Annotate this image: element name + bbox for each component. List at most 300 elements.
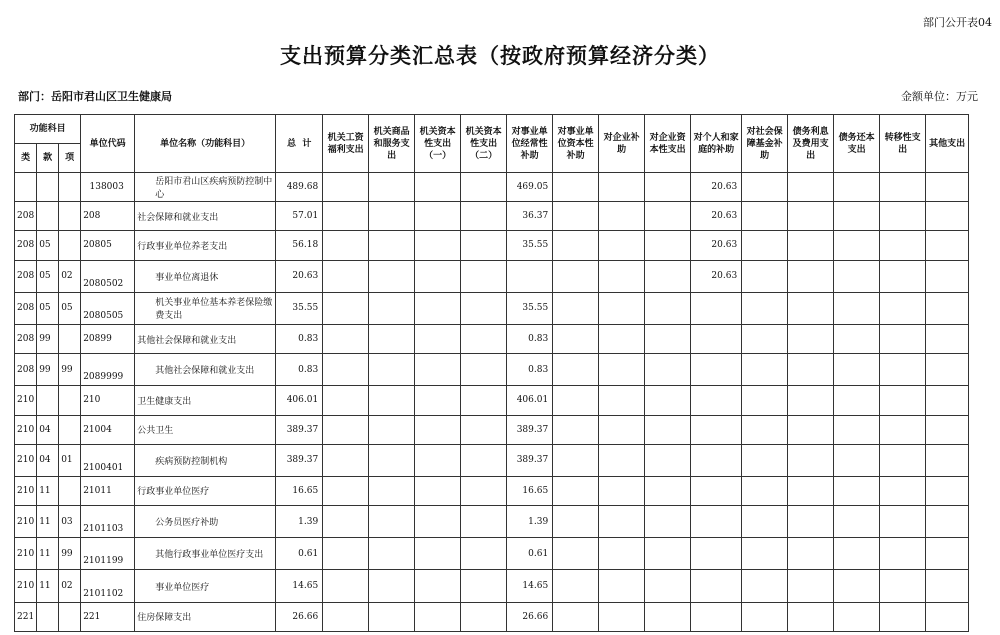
header-econ: 对社会保障基金补助 — [742, 115, 788, 173]
cell-unit-code: 221 — [81, 602, 135, 631]
cell-econ-13 — [880, 260, 926, 292]
cell-econ-4 — [461, 260, 507, 292]
cell-econ-5: 389.37 — [507, 415, 553, 444]
cell-econ-4 — [461, 354, 507, 386]
header-econ: 机关资本性支出（一） — [415, 115, 461, 173]
table-row — [15, 506, 969, 538]
cell-econ-7 — [599, 202, 645, 231]
cell-econ-3 — [415, 538, 461, 570]
cell-econ-5: 0.61 — [507, 538, 553, 570]
cell-econ-2 — [369, 260, 415, 292]
cell-econ-9 — [691, 476, 742, 505]
cell-econ-6 — [553, 231, 599, 260]
cell-lei: 208 — [15, 231, 37, 260]
cell-kuan: 11 — [37, 570, 59, 602]
header-econ: 对事业单位资本性补助 — [553, 115, 599, 173]
cell-econ-12 — [834, 444, 880, 476]
table-row — [15, 386, 969, 415]
cell-econ-12 — [834, 231, 880, 260]
cell-econ-3 — [415, 292, 461, 324]
header-econ: 对企业补助 — [599, 115, 645, 173]
cell-total: 389.37 — [276, 444, 323, 476]
table-row — [15, 173, 969, 202]
cell-econ-8 — [645, 415, 691, 444]
cell-econ-2 — [369, 602, 415, 631]
cell-econ-9 — [691, 602, 742, 631]
cell-unit-code: 20805 — [81, 231, 135, 260]
cell-econ-3 — [415, 476, 461, 505]
cell-econ-8 — [645, 444, 691, 476]
cell-econ-10 — [742, 173, 788, 202]
cell-xiang — [59, 231, 81, 260]
cell-total: 0.83 — [276, 354, 323, 386]
cell-unit-name: 岳阳市君山区疾病预防控制中心 — [135, 173, 276, 202]
cell-econ-12 — [834, 354, 880, 386]
cell-econ-11 — [788, 538, 834, 570]
cell-econ-12 — [834, 538, 880, 570]
cell-econ-1 — [323, 324, 369, 353]
cell-econ-1 — [323, 538, 369, 570]
cell-econ-10 — [742, 324, 788, 353]
cell-unit-name: 疾病预防控制机构 — [135, 444, 276, 476]
cell-econ-11 — [788, 354, 834, 386]
cell-econ-10 — [742, 538, 788, 570]
cell-econ-3 — [415, 444, 461, 476]
cell-econ-10 — [742, 476, 788, 505]
cell-kuan: 05 — [37, 260, 59, 292]
cell-unit-code: 210 — [81, 386, 135, 415]
cell-lei: 208 — [15, 260, 37, 292]
cell-total: 1.39 — [276, 506, 323, 538]
cell-econ-4 — [461, 386, 507, 415]
cell-econ-3 — [415, 602, 461, 631]
cell-lei: 210 — [15, 476, 37, 505]
cell-econ-13 — [880, 202, 926, 231]
cell-econ-13 — [880, 231, 926, 260]
cell-total: 389.37 — [276, 415, 323, 444]
cell-econ-7 — [599, 538, 645, 570]
cell-xiang: 03 — [59, 506, 81, 538]
cell-econ-13 — [880, 444, 926, 476]
cell-econ-9 — [691, 506, 742, 538]
cell-econ-12 — [834, 506, 880, 538]
cell-econ-6 — [553, 324, 599, 353]
cell-econ-6 — [553, 260, 599, 292]
cell-econ-13 — [880, 292, 926, 324]
cell-lei: 210 — [15, 386, 37, 415]
cell-econ-8 — [645, 476, 691, 505]
cell-xiang: 05 — [59, 292, 81, 324]
cell-econ-11 — [788, 292, 834, 324]
cell-econ-10 — [742, 602, 788, 631]
cell-econ-2 — [369, 415, 415, 444]
cell-econ-12 — [834, 602, 880, 631]
header-total: 总 计 — [276, 115, 323, 173]
cell-kuan: 99 — [37, 324, 59, 353]
cell-econ-13 — [880, 386, 926, 415]
cell-econ-11 — [788, 324, 834, 353]
cell-econ-5: 1.39 — [507, 506, 553, 538]
cell-econ-10 — [742, 386, 788, 415]
cell-econ-3 — [415, 324, 461, 353]
cell-econ-7 — [599, 415, 645, 444]
budget-table — [14, 114, 969, 632]
cell-lei: 208 — [15, 354, 37, 386]
cell-econ-11 — [788, 415, 834, 444]
cell-kuan — [37, 173, 59, 202]
cell-xiang: 01 — [59, 444, 81, 476]
cell-econ-14 — [926, 415, 969, 444]
cell-econ-2 — [369, 476, 415, 505]
cell-econ-4 — [461, 415, 507, 444]
cell-econ-2 — [369, 570, 415, 602]
cell-xiang — [59, 476, 81, 505]
cell-econ-10 — [742, 202, 788, 231]
cell-econ-3 — [415, 202, 461, 231]
cell-econ-11 — [788, 570, 834, 602]
cell-econ-8 — [645, 324, 691, 353]
cell-unit-code: 2080502 — [81, 260, 135, 292]
cell-econ-1 — [323, 173, 369, 202]
cell-econ-7 — [599, 173, 645, 202]
cell-unit-name: 机关事业单位基本养老保险缴费支出 — [135, 292, 276, 324]
cell-econ-12 — [834, 570, 880, 602]
cell-econ-8 — [645, 260, 691, 292]
cell-econ-13 — [880, 324, 926, 353]
cell-econ-1 — [323, 260, 369, 292]
cell-econ-8 — [645, 202, 691, 231]
cell-econ-7 — [599, 260, 645, 292]
cell-econ-14 — [926, 444, 969, 476]
cell-econ-9: 20.63 — [691, 231, 742, 260]
amount-unit-label: 金额单位：万元 — [901, 90, 978, 103]
cell-kuan: 04 — [37, 415, 59, 444]
cell-econ-7 — [599, 476, 645, 505]
cell-total: 0.61 — [276, 538, 323, 570]
cell-lei: 208 — [15, 324, 37, 353]
cell-unit-code: 2101103 — [81, 506, 135, 538]
table-row — [15, 570, 969, 602]
cell-unit-code: 138003 — [81, 173, 135, 202]
table-row — [15, 202, 969, 231]
cell-econ-1 — [323, 476, 369, 505]
cell-econ-10 — [742, 444, 788, 476]
header-econ: 对事业单位经常性补助 — [507, 115, 553, 173]
cell-xiang: 02 — [59, 260, 81, 292]
cell-econ-9: 20.63 — [691, 202, 742, 231]
cell-econ-7 — [599, 506, 645, 538]
cell-econ-7 — [599, 602, 645, 631]
cell-econ-5: 35.55 — [507, 292, 553, 324]
cell-econ-13 — [880, 602, 926, 631]
cell-econ-11 — [788, 202, 834, 231]
cell-econ-14 — [926, 476, 969, 505]
cell-unit-name: 公共卫生 — [135, 415, 276, 444]
cell-econ-9 — [691, 538, 742, 570]
cell-econ-8 — [645, 231, 691, 260]
table-row — [15, 444, 969, 476]
cell-econ-5: 35.55 — [507, 231, 553, 260]
table-row — [15, 260, 969, 292]
cell-xiang — [59, 602, 81, 631]
cell-econ-3 — [415, 173, 461, 202]
cell-econ-4 — [461, 324, 507, 353]
cell-xiang: 99 — [59, 538, 81, 570]
cell-econ-1 — [323, 386, 369, 415]
cell-econ-2 — [369, 538, 415, 570]
cell-unit-name: 其他行政事业单位医疗支出 — [135, 538, 276, 570]
cell-kuan: 11 — [37, 538, 59, 570]
cell-unit-name: 公务员医疗补助 — [135, 506, 276, 538]
cell-lei: 208 — [15, 202, 37, 231]
cell-econ-1 — [323, 506, 369, 538]
cell-xiang: 99 — [59, 354, 81, 386]
cell-econ-11 — [788, 260, 834, 292]
cell-econ-12 — [834, 476, 880, 505]
cell-total: 406.01 — [276, 386, 323, 415]
cell-kuan: 11 — [37, 476, 59, 505]
cell-econ-2 — [369, 506, 415, 538]
cell-econ-5 — [507, 260, 553, 292]
cell-econ-12 — [834, 260, 880, 292]
cell-total: 57.01 — [276, 202, 323, 231]
cell-econ-4 — [461, 570, 507, 602]
cell-econ-6 — [553, 538, 599, 570]
header-econ: 对企业资本性支出 — [645, 115, 691, 173]
cell-econ-3 — [415, 260, 461, 292]
header-kuan: 款 — [37, 144, 59, 173]
cell-econ-14 — [926, 506, 969, 538]
cell-econ-9 — [691, 444, 742, 476]
cell-econ-1 — [323, 231, 369, 260]
header-econ: 债务还本支出 — [834, 115, 880, 173]
cell-unit-code: 20899 — [81, 324, 135, 353]
cell-econ-3 — [415, 506, 461, 538]
cell-econ-10 — [742, 260, 788, 292]
cell-total: 56.18 — [276, 231, 323, 260]
cell-econ-6 — [553, 292, 599, 324]
cell-econ-5: 0.83 — [507, 354, 553, 386]
cell-xiang — [59, 202, 81, 231]
cell-kuan: 99 — [37, 354, 59, 386]
cell-kuan — [37, 202, 59, 231]
cell-econ-9 — [691, 386, 742, 415]
cell-econ-7 — [599, 231, 645, 260]
cell-econ-6 — [553, 202, 599, 231]
cell-econ-9 — [691, 570, 742, 602]
cell-unit-code: 208 — [81, 202, 135, 231]
cell-econ-14 — [926, 173, 969, 202]
cell-total: 26.66 — [276, 602, 323, 631]
cell-econ-11 — [788, 173, 834, 202]
cell-econ-13 — [880, 476, 926, 505]
cell-kuan: 05 — [37, 292, 59, 324]
cell-econ-2 — [369, 354, 415, 386]
cell-econ-7 — [599, 444, 645, 476]
cell-econ-13 — [880, 506, 926, 538]
cell-econ-6 — [553, 173, 599, 202]
cell-lei: 210 — [15, 538, 37, 570]
cell-econ-7 — [599, 324, 645, 353]
cell-total: 20.63 — [276, 260, 323, 292]
cell-econ-11 — [788, 476, 834, 505]
cell-unit-name: 行政事业单位养老支出 — [135, 231, 276, 260]
cell-econ-2 — [369, 444, 415, 476]
cell-econ-14 — [926, 324, 969, 353]
cell-unit-code: 2101102 — [81, 570, 135, 602]
cell-econ-1 — [323, 292, 369, 324]
cell-lei: 221 — [15, 602, 37, 631]
cell-xiang: 02 — [59, 570, 81, 602]
cell-econ-14 — [926, 202, 969, 231]
cell-econ-12 — [834, 415, 880, 444]
cell-econ-3 — [415, 415, 461, 444]
page-title: 支出预算分类汇总表（按政府预算经济分类） — [280, 43, 720, 68]
cell-econ-5: 389.37 — [507, 444, 553, 476]
cell-econ-3 — [415, 570, 461, 602]
cell-econ-1 — [323, 415, 369, 444]
cell-econ-8 — [645, 386, 691, 415]
department-label: 部门：岳阳市君山区卫生健康局 — [18, 90, 172, 103]
cell-econ-5: 469.05 — [507, 173, 553, 202]
cell-unit-name: 其他社会保障和就业支出 — [135, 354, 276, 386]
cell-unit-name: 住房保障支出 — [135, 602, 276, 631]
cell-unit-code: 2100401 — [81, 444, 135, 476]
cell-econ-8 — [645, 173, 691, 202]
header-econ: 债务利息及费用支出 — [788, 115, 834, 173]
table-row — [15, 538, 969, 570]
cell-total: 0.83 — [276, 324, 323, 353]
cell-econ-7 — [599, 386, 645, 415]
cell-unit-code: 2089999 — [81, 354, 135, 386]
cell-econ-12 — [834, 202, 880, 231]
cell-econ-7 — [599, 292, 645, 324]
cell-econ-14 — [926, 260, 969, 292]
cell-lei — [15, 173, 37, 202]
cell-econ-8 — [645, 354, 691, 386]
cell-econ-9 — [691, 354, 742, 386]
cell-econ-3 — [415, 354, 461, 386]
cell-unit-code: 2080505 — [81, 292, 135, 324]
header-econ: 机关资本性支出（二） — [461, 115, 507, 173]
cell-econ-6 — [553, 570, 599, 602]
cell-econ-2 — [369, 231, 415, 260]
table-row — [15, 324, 969, 353]
cell-econ-11 — [788, 231, 834, 260]
cell-econ-10 — [742, 506, 788, 538]
cell-econ-11 — [788, 602, 834, 631]
cell-econ-1 — [323, 354, 369, 386]
cell-econ-6 — [553, 444, 599, 476]
cell-econ-4 — [461, 231, 507, 260]
cell-econ-11 — [788, 506, 834, 538]
cell-econ-10 — [742, 415, 788, 444]
cell-econ-2 — [369, 386, 415, 415]
cell-econ-10 — [742, 570, 788, 602]
cell-econ-11 — [788, 386, 834, 415]
table-row — [15, 415, 969, 444]
cell-econ-1 — [323, 570, 369, 602]
cell-econ-4 — [461, 506, 507, 538]
cell-econ-8 — [645, 292, 691, 324]
cell-econ-14 — [926, 602, 969, 631]
cell-econ-4 — [461, 602, 507, 631]
cell-total: 16.65 — [276, 476, 323, 505]
cell-econ-5: 26.66 — [507, 602, 553, 631]
header-econ: 转移性支出 — [880, 115, 926, 173]
cell-kuan — [37, 602, 59, 631]
cell-xiang — [59, 415, 81, 444]
cell-econ-9 — [691, 292, 742, 324]
cell-econ-13 — [880, 415, 926, 444]
cell-econ-12 — [834, 324, 880, 353]
cell-kuan: 11 — [37, 506, 59, 538]
cell-unit-name: 行政事业单位医疗 — [135, 476, 276, 505]
cell-lei: 210 — [15, 570, 37, 602]
cell-econ-9: 20.63 — [691, 173, 742, 202]
cell-econ-2 — [369, 324, 415, 353]
header-unit-code: 单位代码 — [81, 115, 135, 173]
cell-econ-1 — [323, 202, 369, 231]
table-row — [15, 602, 969, 631]
cell-xiang — [59, 324, 81, 353]
cell-econ-4 — [461, 292, 507, 324]
cell-econ-1 — [323, 444, 369, 476]
cell-econ-8 — [645, 506, 691, 538]
cell-kuan — [37, 386, 59, 415]
cell-econ-13 — [880, 538, 926, 570]
header-econ: 机关工资福利支出 — [323, 115, 369, 173]
cell-total: 489.68 — [276, 173, 323, 202]
cell-econ-14 — [926, 231, 969, 260]
cell-econ-10 — [742, 231, 788, 260]
cell-econ-4 — [461, 202, 507, 231]
cell-econ-7 — [599, 570, 645, 602]
cell-econ-12 — [834, 386, 880, 415]
cell-econ-11 — [788, 444, 834, 476]
cell-kuan: 04 — [37, 444, 59, 476]
cell-econ-8 — [645, 538, 691, 570]
table-row — [15, 476, 969, 505]
cell-econ-12 — [834, 173, 880, 202]
cell-econ-12 — [834, 292, 880, 324]
cell-unit-name: 其他社会保障和就业支出 — [135, 324, 276, 353]
table-row — [15, 231, 969, 260]
header-unit-name: 单位名称（功能科目） — [135, 115, 276, 173]
cell-unit-code: 21004 — [81, 415, 135, 444]
cell-unit-name: 社会保障和就业支出 — [135, 202, 276, 231]
cell-xiang — [59, 173, 81, 202]
cell-econ-6 — [553, 476, 599, 505]
cell-econ-6 — [553, 354, 599, 386]
cell-econ-7 — [599, 354, 645, 386]
cell-total: 35.55 — [276, 292, 323, 324]
cell-econ-13 — [880, 354, 926, 386]
cell-total: 14.65 — [276, 570, 323, 602]
table-number-tag: 部门公开表04 — [923, 16, 992, 29]
cell-lei: 208 — [15, 292, 37, 324]
cell-econ-14 — [926, 538, 969, 570]
cell-kuan: 05 — [37, 231, 59, 260]
cell-econ-5: 16.65 — [507, 476, 553, 505]
cell-econ-10 — [742, 292, 788, 324]
table-row — [15, 354, 969, 386]
header-econ: 对个人和家庭的补助 — [691, 115, 742, 173]
header-function-subject: 功能科目 — [15, 115, 81, 144]
cell-econ-6 — [553, 602, 599, 631]
cell-econ-6 — [553, 386, 599, 415]
cell-econ-1 — [323, 602, 369, 631]
